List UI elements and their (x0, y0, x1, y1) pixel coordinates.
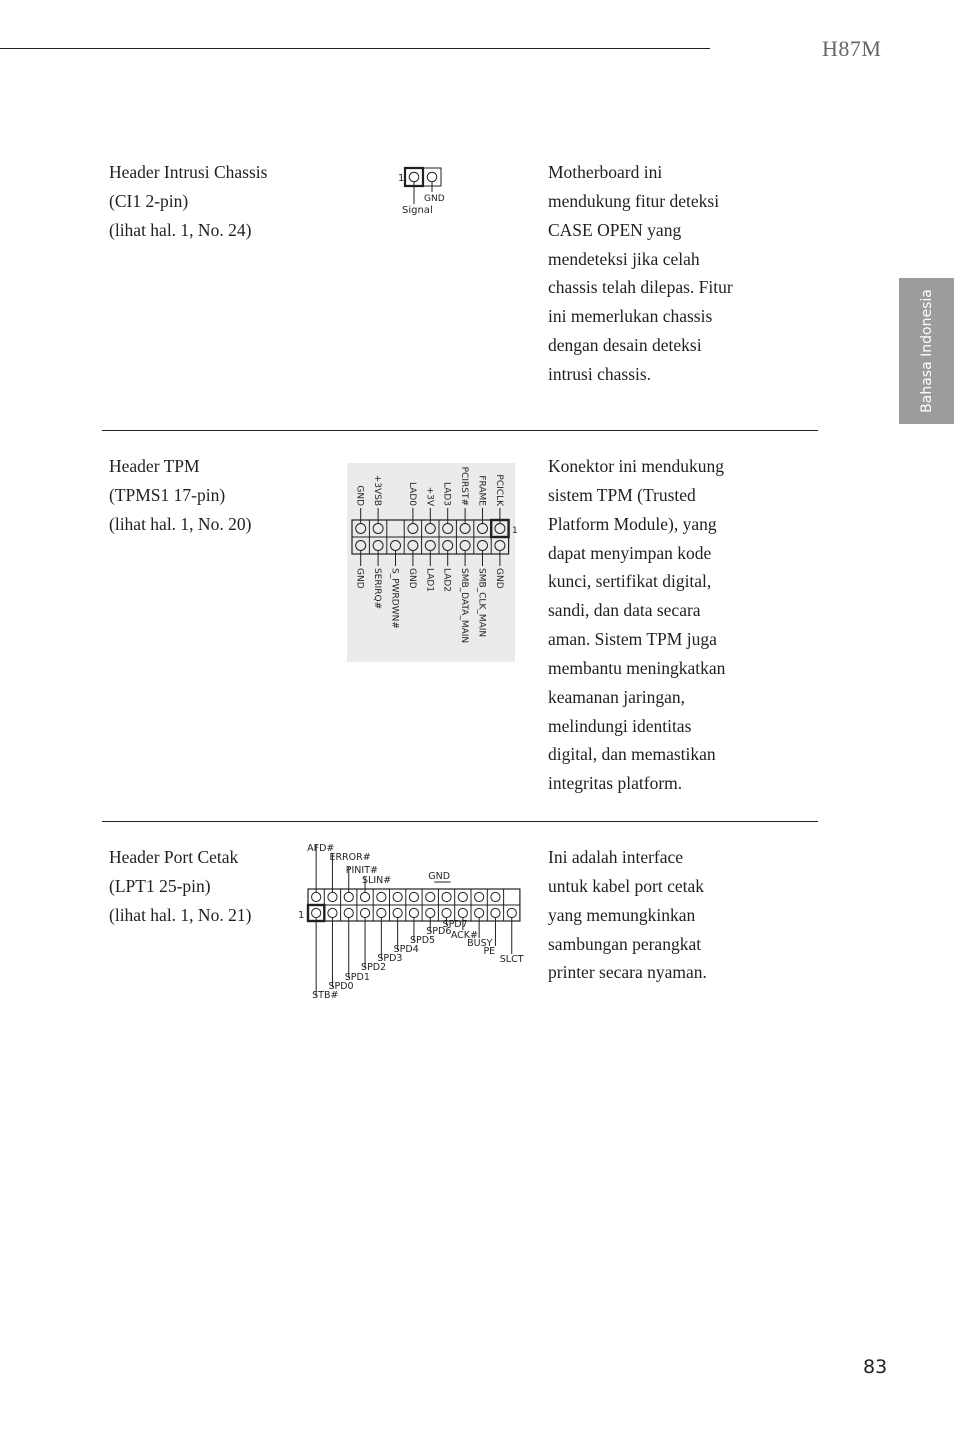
tpm-pin-label: PCICLK (493, 474, 504, 506)
section-divider (102, 821, 818, 822)
tpm-pin-label: GND (493, 568, 504, 589)
tpm-pin-label: +3VSB (372, 474, 383, 506)
tpm-pin-label: LAD3 (441, 481, 452, 506)
lpt-pin-label: AFD# (307, 843, 335, 854)
ci1-title (109, 158, 329, 245)
title-line: Header TPM (109, 456, 200, 476)
desc-line: sistem TPM (Trusted (548, 484, 696, 505)
lpt-pin (475, 892, 484, 901)
lpt-pin (426, 892, 435, 901)
desc-line: Platform Module), yang (548, 513, 717, 534)
lpt-pin-label: BUSY (467, 938, 493, 949)
lpt-description (548, 843, 793, 987)
language-tab (899, 278, 954, 424)
ci1-pin-gnd (427, 172, 437, 182)
desc-line: Motherboard ini (548, 162, 663, 182)
lpt-pin (393, 908, 402, 917)
lpt-pin-label: GND (428, 871, 451, 882)
lpt-pin (360, 908, 369, 917)
lpt-pin-label: SPD2 (361, 962, 387, 973)
model-name: H87M (822, 36, 882, 61)
pin1-label: 1 (298, 910, 305, 921)
lpt-pin-label: SPD7 (442, 919, 468, 930)
desc-line: Konektor ini mendukung (548, 456, 724, 476)
lpt-pin (377, 908, 386, 917)
lpt-pin (328, 908, 337, 917)
lpt-pin (328, 892, 337, 901)
desc-line: melindungi identitas (548, 715, 692, 736)
lpt-pin (344, 892, 353, 901)
desc-line: membantu meningkatkan (548, 657, 726, 678)
desc-line: mendukung fitur deteksi (548, 190, 720, 211)
lpt-pin-label: SPD0 (328, 981, 354, 992)
lpt-pin-label: PE (483, 946, 496, 957)
lpt-pin-label: SPD3 (377, 953, 403, 964)
lpt-pin (344, 908, 353, 917)
lpt-pin (377, 892, 386, 901)
tpm-pin-label: SMB_DATA_MAIN (459, 568, 470, 644)
tpm-pin-label: FRAME (476, 475, 487, 506)
lpt-pin-label: SPD4 (393, 944, 419, 955)
lpt-diagram (296, 840, 536, 1005)
lpt-pin (426, 908, 435, 917)
tpm-pin-label: LAD2 (441, 568, 452, 593)
title-line: (LPT1 25-pin) (109, 876, 211, 896)
lpt-pin (312, 908, 321, 917)
desc-line: dapat menyimpan kode (548, 542, 712, 563)
lpt-pin-label: ACK# (450, 930, 479, 941)
lpt-pin-label: ERROR# (329, 852, 371, 863)
tpm-title (109, 452, 329, 539)
lpt-pin (312, 892, 321, 901)
title-line: (TPMS1 17-pin) (109, 485, 226, 505)
tpm-pin-label: +3V (424, 486, 435, 506)
header-rule (0, 48, 710, 49)
desc-line: ini memerlukan chassis (548, 306, 713, 327)
desc-line: digital, dan memastikan (548, 744, 716, 765)
section-divider (102, 430, 818, 431)
tpm-diagram (347, 463, 519, 663)
title-line: (lihat hal. 1, No. 20) (109, 514, 252, 534)
desc-line: intrusi chassis. (548, 363, 652, 384)
desc-line: untuk kabel port cetak (548, 875, 704, 896)
desc-line: integritas platform. (548, 773, 683, 794)
title-line: Header Port Cetak (109, 847, 239, 867)
title-line: (lihat hal. 1, No. 24) (109, 220, 252, 240)
title-line: Header Intrusi Chassis (109, 162, 268, 182)
lpt-pin-label: SLIN# (362, 875, 392, 886)
tpm-pin-label: SMB_CLK_MAIN (476, 568, 487, 638)
tpm-pin-label: SERIRQ# (372, 568, 383, 610)
lpt-pin-label: SPD1 (344, 972, 370, 983)
desc-line: sandi, dan data secara (548, 600, 701, 621)
lpt-pin (491, 908, 500, 917)
lpt-pin (491, 892, 500, 901)
tpm-pin-label: GND (354, 485, 365, 506)
desc-line: printer secara nyaman. (548, 962, 707, 983)
lpt-pin (458, 892, 467, 901)
desc-line: chassis telah dilepas. Fitur (548, 277, 733, 298)
desc-line: Ini adalah interface (548, 847, 684, 867)
desc-line: dengan desain deteksi (548, 335, 702, 356)
tpm-pin-label: GND (406, 568, 417, 589)
lpt-pin-label: STB# (312, 990, 339, 1001)
lpt-pin (442, 892, 451, 901)
tpm-pin-label: S_PWRDWN# (389, 568, 400, 629)
lpt-pin (475, 908, 484, 917)
desc-line: mendeteksi jika celah (548, 248, 700, 269)
tpm-pin-label: LAD0 (406, 481, 417, 506)
lpt-pin (409, 908, 418, 917)
tpm-description (548, 452, 793, 798)
tpm-pin-label: PCIRST# (459, 466, 470, 506)
lpt-pin (409, 892, 418, 901)
desc-line: CASE OPEN yang (548, 219, 682, 240)
lpt-pin (458, 908, 467, 917)
lpt-pin-label: SPD6 (426, 926, 452, 937)
desc-line: kunci, sertifikat digital, (548, 571, 712, 592)
desc-line: yang memungkinkan (548, 904, 696, 925)
ci1-description (548, 158, 793, 389)
lpt-pin (393, 892, 402, 901)
lpt-pin (507, 908, 516, 917)
ci1-diagram (396, 162, 456, 218)
gnd-label: GND (424, 194, 445, 204)
title-line: (CI1 2-pin) (109, 191, 189, 211)
tpm-pin-label: LAD1 (424, 568, 435, 593)
page-number: 83 (863, 1356, 888, 1378)
lpt-pin-label: SLCT (499, 954, 524, 965)
lpt-pin-label: PINIT# (345, 865, 378, 876)
language-tab-label: Bahasa Indonesia (918, 289, 935, 413)
tpm-pin-label: GND (354, 568, 365, 589)
ci1-pin-signal (409, 172, 419, 182)
desc-line: sambungan perangkat (548, 933, 702, 954)
title-line: (lihat hal. 1, No. 21) (109, 905, 252, 925)
pin1-label: 1 (398, 173, 405, 184)
lpt-pin-label: SPD5 (409, 935, 436, 946)
desc-line: keamanan jaringan, (548, 686, 686, 707)
desc-line: aman. Sistem TPM juga (548, 629, 717, 650)
pin1-label: 1 (512, 526, 518, 536)
lpt-pin (360, 892, 369, 901)
lpt-pin (442, 908, 451, 917)
signal-label: Signal (402, 205, 433, 216)
